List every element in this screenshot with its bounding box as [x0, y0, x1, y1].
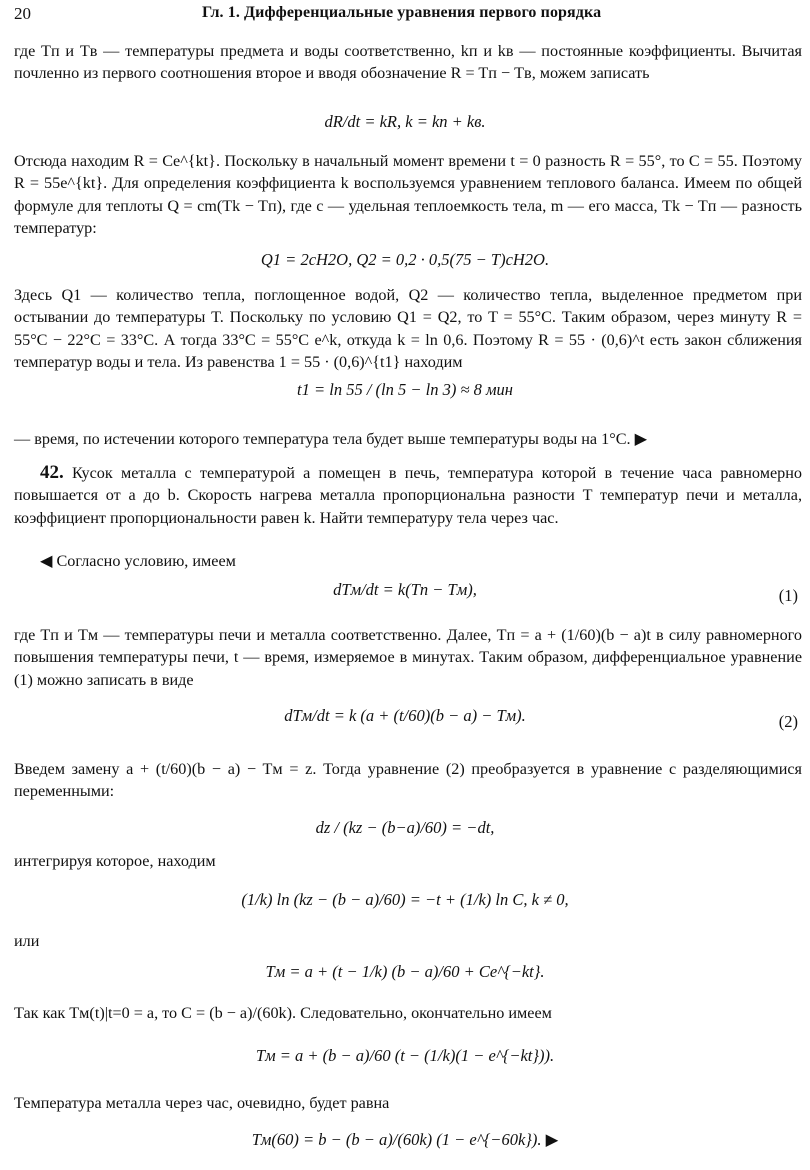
paragraph-10: или — [14, 932, 40, 950]
equation-4: dTм/dt = k(Tп − Tм), — [333, 580, 477, 599]
page-number: 20 — [14, 4, 31, 23]
running-title: Гл. 1. Дифференциальные уравнения первого порядка — [202, 4, 602, 21]
paragraph-8: Введем замену a + (t/60)(b − a) − Tм = z. Тогда уравнение (2) преобразуется в уравнение с разделяющимися переменными: — [14, 760, 802, 801]
paragraph-4: — время, по истечении которого температура тела будет выше температуры воды на 1°C. ▶ — [14, 430, 648, 448]
equation-8: Tм = a + (t − 1/k) (b − a)/60 + Ce^{−kt}. — [265, 962, 545, 981]
equation-2: Q1 = 2cH2O, Q2 = 0,2 · 0,5(75 − T)cH2O. — [260, 250, 550, 269]
problem-42 — [14, 462, 802, 529]
paragraph-12: Температура металла через час, очевидно, будет равна — [14, 1094, 390, 1112]
equation-9: Tм = a + (b − a)/60 (t − (1/k)(1 − e^{−kt})). — [255, 1046, 555, 1065]
equation-6: dz / (kz − (b−a)/60) = −dt, — [315, 818, 495, 837]
equation-number-2: (2) — [778, 712, 798, 731]
paragraph-11: Так как Tм(t)|t=0 = a, то C = (b − a)/(60k). Следовательно, окончательно имеем — [14, 1004, 552, 1022]
equation-10: Tм(60) = b − (b − a)/(60k) (1 − e^{−60k}). ▶ — [251, 1130, 559, 1149]
problem-number: 42. — [40, 462, 64, 483]
equation-3: t1 = ln 55 / (ln 5 − ln 3) ≈ 8 мин — [297, 380, 513, 399]
page-header — [14, 4, 796, 26]
paragraph-3: Здесь Q1 — количество тепла, поглощенное водой, Q2 — количество тепла, выделенное предметом при остывании до температуры T. Поскольку по условию Q1 = Q2, то T = 55°C. Таким образом, через минуту R = 55°C − 22°C = 33°C. А тогда 33°C = 55°C e^k, откуда k = ln 0,6. Поэтому R = 55 · (0,6)^t есть закон сближения температур воды и тела. Из равенства 1 = 55 · (0,6)^{t1} находим — [14, 286, 802, 372]
paragraph-2: Отсюда находим R = Ce^{kt}. Поскольку в начальный момент времени t = 0 разность R = 55°, то C = 55. Поэтому R = 55e^{kt}. Для определения коэффициента k воспользуемся уравнением теплового баланса. Имеем по общей формуле для теплоты Q = cm(Tk − Tп), где c — удельная теплоемкость тела, m — его масса, Tk − Tп — разность температур: — [14, 152, 802, 238]
paragraph-7: где Tп и Tм — температуры печи и металла соответственно. Далее, Tп = a + (1/60)(b − a)t в силу равномерного повышения температуры печи, t — время, измеряемое в минутах. Таким образом, дифференциальное уравнение (1) можно записать в виде — [14, 626, 802, 689]
solution-intro: ◀ Согласно условию, имеем — [40, 552, 236, 570]
paragraph-9: интегрируя которое, находим — [14, 852, 216, 870]
equation-number-1: (1) — [778, 586, 798, 605]
equation-5: dTм/dt = k (a + (t/60)(b − a) − Tм). — [284, 706, 526, 725]
equation-1: dR/dt = kR, k = kп + kв. — [324, 112, 486, 131]
equation-7: (1/k) ln (kz − (b − a)/60) = −t + (1/k) ln C, k ≠ 0, — [241, 890, 569, 909]
paragraph-1: где Tп и Tв — температуры предмета и воды соответственно, kп и kв — постоянные коэффициенты. Вычитая почленно из первого соотношения второе и вводя обозначение R = Tп − Tв, можем записать — [14, 42, 802, 83]
problem-statement: Кусок металла с температурой a помещен в печь, температура которой в течение часа равномерно повышается от a до b. Скорость нагрева металла пропорциональна разности T температур печи и металла, коэффициент пропорциональности равен k. Найти температуру тела через час. — [14, 464, 802, 527]
